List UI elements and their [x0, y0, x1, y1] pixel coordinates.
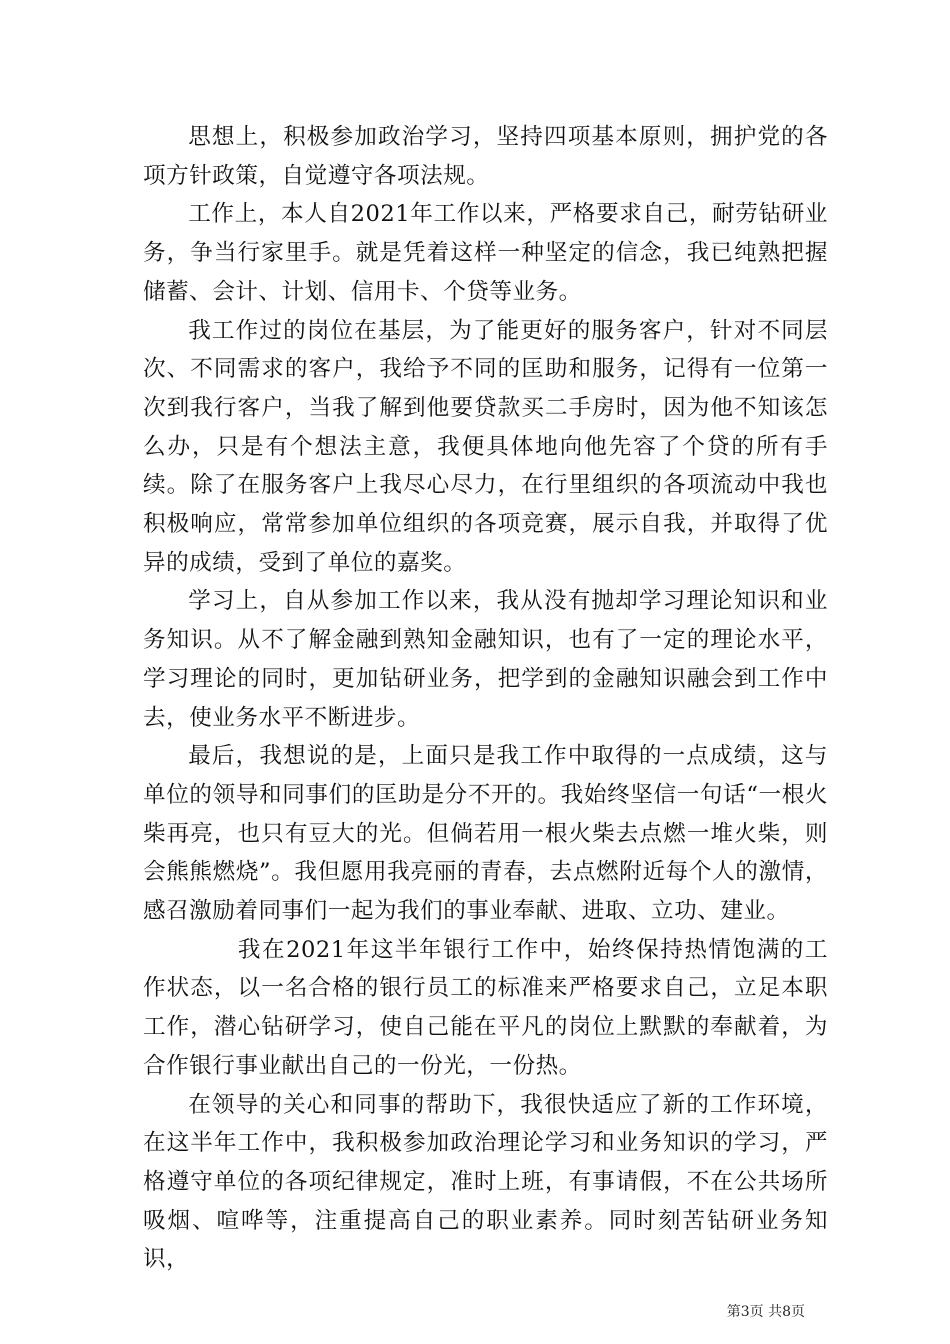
page-number: 第3页 共8页 [726, 1304, 805, 1320]
paragraph-conclusion: 最后，我想说的是，上面只是我工作中取得的一点成绩，这与单位的领导和同事们的匡助是分不开的。我始终坚信一句话“一根火柴再亮，也只有豆大的光。但倘若用一根火柴去点燃一堆火柴，则会熊熊燃烧”。我但愿用我亮丽的青春，去点燃附近每个人的激情，感召激励着同事们一起为我们的事业奉献、进取、立功、建业。 [143, 743, 828, 925]
paragraph-half-year-summary: 我在2021年这半年银行工作中，始终保持热情饱满的工作状态，以一名合格的银行员工的标准来严格要求自己，立足本职工作，潜心钻研学习，使自己能在平凡的岗位上默默的奉献着，为合作银行事业献出自己的一份光，一份热。 [143, 936, 828, 1079]
document-body [143, 118, 828, 1279]
paragraph-customer-service: 我工作过的岗位在基层，为了能更好的服务客户，针对不同层次、不同需求的客户，我给予不同的匡助和服务，记得有一位第一次到我行客户，当我了解到他要贷款买二手房时，因为他不知该怎么办，只是有个想法主意，我便具体地向他先容了个贷的所有手续。除了在服务客户上我尽心尽力，在行里组织的各项流动中我也积极响应，常常参加单位组织的各项竞赛，展示自我，并取得了优异的成绩，受到了单位的嘉奖。 [143, 317, 828, 576]
paragraph-study: 学习上，自从参加工作以来，我从没有抛却学习理论知识和业务知识。从不了解金融到熟知金融知识，也有了一定的理论水平，学习理论的同时，更加钻研业务，把学到的金融知识融会到工作中去，使业务水平不断进步。 [143, 588, 828, 731]
paragraph-work-environment: 在领导的关心和同事的帮助下，我很快适应了新的工作环境，在这半年工作中，我积极参加政治理论学习和业务知识的学习，严格遵守单位的各项纪律规定，准时上班，有事请假，不在公共场所吸烟、喧哗等，注重提高自己的职业素养。同时刻苦钻研业务知识， [143, 1091, 828, 1273]
paragraph-ideology: 思想上，积极参加政治学习，坚持四项基本原则，拥护党的各项方针政策，自觉遵守各项法规。 [143, 124, 828, 189]
paragraph-work: 工作上，本人自2021年工作以来，严格要求自己，耐劳钻研业务，争当行家里手。就是凭着这样一种坚定的信念，我已纯熟把握储蓄、会计、计划、信用卡、个贷等业务。 [143, 201, 828, 305]
